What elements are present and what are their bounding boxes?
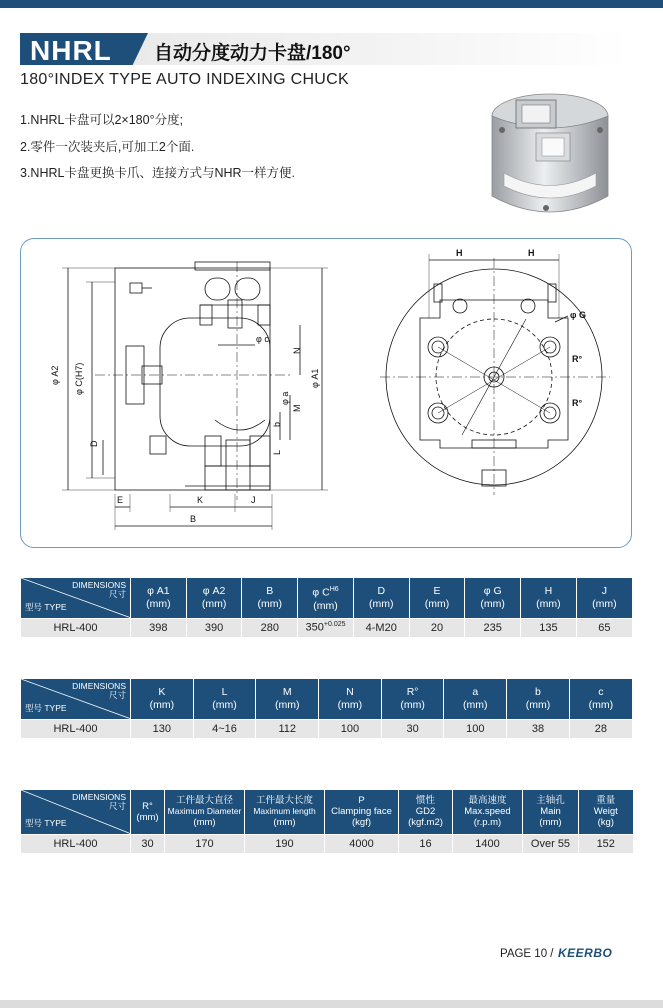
- table1-cell: 235: [465, 618, 521, 637]
- feature-3: 3.NHRL卡盘更换卡爪、连接方式与NHR一样方便.: [20, 166, 296, 180]
- table1-col-a1: φ A1 (mm): [131, 578, 187, 618]
- side-view-body: [115, 268, 270, 490]
- table3-col-clamping: P Clamping face (kgf): [325, 790, 399, 834]
- label-h1: H: [456, 248, 463, 258]
- label-a1: φ A1: [310, 368, 320, 388]
- table1-cell: 4-M20: [353, 618, 409, 637]
- table2-corner: [21, 679, 131, 719]
- label-d: D: [89, 440, 99, 447]
- table-row: [21, 834, 633, 853]
- table2-cell: 30: [381, 719, 444, 738]
- table1-type-label: 型号 TYPE: [25, 601, 67, 612]
- table3-cell: 4000: [325, 834, 399, 853]
- product-title-cn: 自动分度动力卡盘/180°: [154, 43, 351, 64]
- page-number: PAGE 10 /: [500, 948, 554, 960]
- table1-cell-c: $350^{+0.025}$: [298, 618, 354, 637]
- table2-col-m: M (mm): [256, 679, 319, 719]
- table3-cell: 170: [165, 834, 245, 853]
- label-a2: φ A2: [50, 365, 60, 385]
- label-k: K: [197, 495, 204, 505]
- table2-col-k: K (mm): [131, 679, 194, 719]
- table3-col-max-diameter: 工件最大直径 Maximum Diameter (mm): [165, 790, 245, 834]
- table2-col-l: L (mm): [193, 679, 256, 719]
- table1-col-d: D (mm): [353, 578, 409, 618]
- table2-cell: 4~16: [193, 719, 256, 738]
- table1-dim-cn: 尺寸: [108, 589, 126, 599]
- table2-model: HRL-400: [21, 719, 131, 738]
- label-l: L: [272, 449, 282, 455]
- table3-col-gd2: 惯性 GD2 (kgf.m2): [399, 790, 453, 834]
- table1-cell: 280: [242, 618, 298, 637]
- table2-col-c: c (mm): [569, 679, 632, 719]
- table2-type-label: 型号 TYPE: [25, 702, 67, 713]
- table1-cell: 390: [186, 618, 242, 637]
- table-row: [21, 719, 633, 738]
- table1-dim-label: DIMENSIONS: [72, 580, 126, 590]
- label-phi-c-small: φ c: [256, 334, 269, 344]
- label-m: M: [292, 404, 302, 412]
- table2-dim-label: DIMENSIONS: [72, 681, 126, 691]
- table2-col-n: N (mm): [319, 679, 382, 719]
- table1-col-b: B (mm): [242, 578, 298, 618]
- table2-cell: 112: [256, 719, 319, 738]
- table2-col-b: b (mm): [507, 679, 570, 719]
- label-g: φ G: [570, 310, 586, 320]
- table1-corner: [21, 578, 131, 618]
- spec-table-1: [20, 578, 632, 637]
- feature-1: 1.NHRL卡盘可以2×180°分度;: [20, 113, 184, 127]
- table2-cell: 100: [319, 719, 382, 738]
- product-code: NHRL: [30, 35, 112, 66]
- label-j: J: [251, 495, 256, 505]
- table1-col-c: φ $C^{H6}$ (mm): [298, 578, 354, 618]
- table2-cell: 100: [444, 719, 507, 738]
- label-phi-a: φ a: [280, 391, 290, 405]
- table2-dim-cn: 尺寸: [108, 690, 126, 700]
- table1-cell: 20: [409, 618, 465, 637]
- table3-cell: 16: [399, 834, 453, 853]
- table1-col-a2: φ A2 (mm): [186, 578, 242, 618]
- table3-cell: 152: [579, 834, 633, 853]
- table3-dim-cn: 尺寸: [108, 801, 126, 811]
- table3-col-r: R° (mm): [131, 790, 165, 834]
- bottom-bar: [0, 1000, 663, 1008]
- label-b: B: [190, 514, 197, 524]
- table2-cell: 28: [569, 719, 632, 738]
- table2-cell: 130: [131, 719, 194, 738]
- table1-col-j: J (mm): [576, 578, 632, 618]
- table3-model: HRL-400: [21, 834, 131, 853]
- product-title-en: 180°INDEX TYPE AUTO INDEXING CHUCK: [20, 71, 349, 88]
- table1-cell: 135: [521, 618, 577, 637]
- table3-cell: 190: [245, 834, 325, 853]
- feature-2: 2.零件一次装夹后,可加工2个面.: [20, 140, 195, 154]
- table3-col-speed: 最高速度 Max.speed (r.p.m): [453, 790, 523, 834]
- table1-col-h: H (mm): [521, 578, 577, 618]
- label-n: N: [292, 347, 302, 354]
- table1-col-g: φ G (mm): [465, 578, 521, 618]
- table-row: [21, 618, 633, 637]
- label-e: E: [117, 495, 124, 505]
- table1-cell: 398: [131, 618, 187, 637]
- table2-col-a: a (mm): [444, 679, 507, 719]
- label-h2: H: [528, 248, 535, 258]
- table3-corner: [21, 790, 131, 834]
- spec-table-2: [20, 679, 632, 738]
- table1-model: HRL-400: [21, 618, 131, 637]
- table3-type-label: 型号 TYPE: [25, 817, 67, 828]
- table3-col-max-length: 工件最大长度 Maximum length (mm): [245, 790, 325, 834]
- label-r2: R°: [572, 398, 583, 408]
- table3-col-weight: 重量 Weigt (kg): [579, 790, 633, 834]
- table2-cell: 38: [507, 719, 570, 738]
- table3-cell: 30: [131, 834, 165, 853]
- brand-logo: KEERBO: [558, 946, 613, 960]
- label-r1: R°: [572, 354, 583, 364]
- spec-table-3: [20, 790, 633, 853]
- table2-col-r: R° (mm): [381, 679, 444, 719]
- table3-col-main: 主轴孔 Main (mm): [523, 790, 579, 834]
- label-c: φ C(H7): [74, 362, 84, 395]
- table3-cell: 1400: [453, 834, 523, 853]
- table1-col-e: E (mm): [409, 578, 465, 618]
- label-b-small: b: [272, 421, 282, 427]
- table3-dim-label: DIMENSIONS: [72, 792, 126, 802]
- table3-cell: Over 55: [523, 834, 579, 853]
- table1-cell: 65: [576, 618, 632, 637]
